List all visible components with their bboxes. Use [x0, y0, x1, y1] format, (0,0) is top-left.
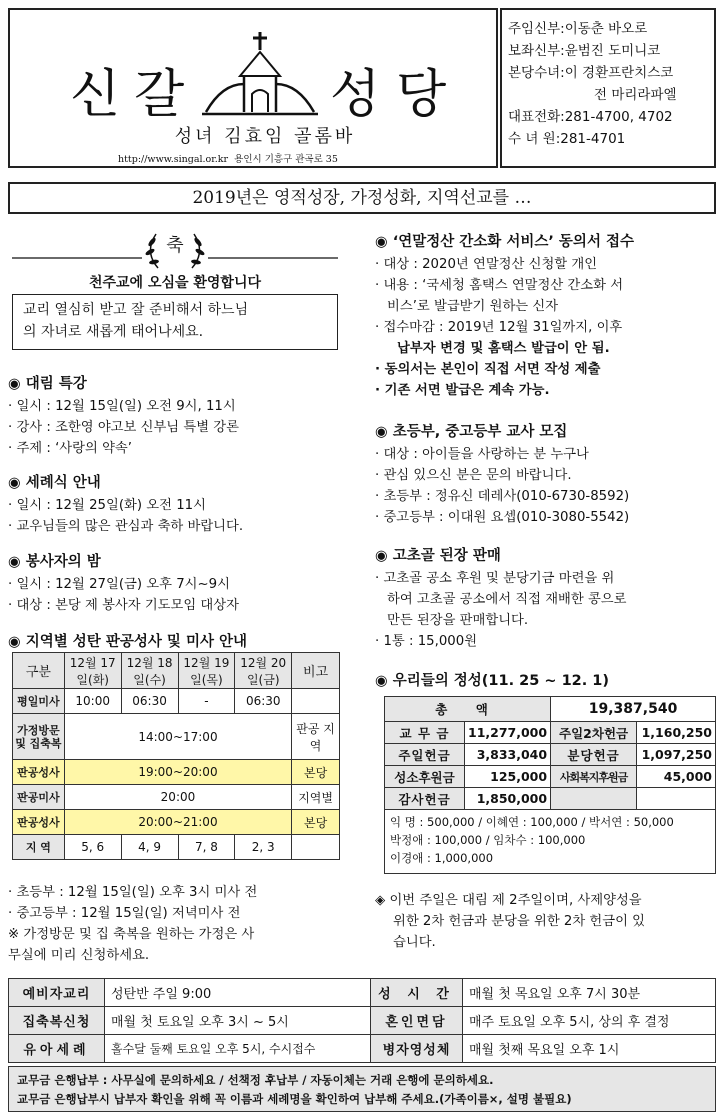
- total-label: 총 액: [385, 697, 551, 722]
- table-cell: 7, 8: [178, 835, 235, 860]
- website-url[interactable]: http://www.singal.or.kr 용인시 기흥구 관곡로 35: [118, 154, 338, 165]
- title-char: 신: [70, 65, 123, 125]
- note-line: 습니다.: [393, 935, 436, 950]
- note-line: ◈ 이번 주일은 대림 제 2주일이며, 사제양성을: [375, 893, 642, 908]
- section-title: ◉ 대림 특강: [8, 376, 87, 392]
- table-cell: [292, 689, 340, 714]
- list-item: ※ 가정방문 및 집 축복을 원하는 가정은 사: [8, 927, 255, 942]
- row-label: 판공성사: [13, 810, 65, 835]
- table-row: [13, 810, 340, 835]
- amount: 3,833,040: [465, 744, 551, 766]
- column-header: 구분: [13, 653, 65, 689]
- section-title: ◉ 고초골 된장 판매: [375, 548, 501, 564]
- table-cell: 매월 첫 목요일 오후 7시 30분: [463, 979, 716, 1007]
- welcome-heading: 천주교에 오심을 환영합니다: [88, 275, 262, 291]
- list-item: · 동의서는 본인이 직접 서면 작성 제출: [375, 362, 601, 377]
- list-item: · 내용 : ‘국세청 홈택스 연말정산 간소화 서: [375, 278, 624, 293]
- notice-line: 교무금 은행납부시 납부자 확인을 위해 꼭 이름과 세례명을 확인하여 납부해 주세요.(가족이름×, 설명 불필요): [17, 1092, 572, 1106]
- column-header: 12월 20일(금): [235, 653, 292, 689]
- staff-line: 본당수녀:이 경환프란치스코: [508, 65, 674, 81]
- list-item: · 중고등부 : 12월 15일(일) 저녁미사 전: [8, 906, 241, 921]
- table-row: [385, 788, 716, 810]
- amount: 1,850,000: [465, 788, 551, 810]
- column-header: 12월 18일(수): [121, 653, 178, 689]
- teacher-section: [375, 420, 629, 528]
- motto-banner: 2019년은 영적성장, 가정성화, 지역선교를 …: [8, 182, 716, 214]
- table-cell: 매월 첫 토요일 오후 3시 ~ 5시: [105, 1007, 371, 1035]
- parish-schedule-table: [8, 978, 716, 1063]
- row-label: 분당헌금: [551, 744, 637, 766]
- row-label: 성 시 간: [371, 979, 463, 1007]
- table-row: [13, 785, 340, 810]
- regional-notes: [8, 882, 257, 966]
- welcome-text: 의 자녀로 새롭게 태어나세요.: [23, 324, 204, 340]
- list-item: · 대상 : 본당 제 봉사자 기도모임 대상자: [8, 598, 239, 613]
- soybean-section: [375, 544, 627, 652]
- section-title: ◉ ‘연말정산 간소화 서비스’ 동의서 접수: [375, 234, 635, 250]
- column-header: 12월 17일(화): [64, 653, 121, 689]
- table-cell: 06:30: [121, 689, 178, 714]
- list-item: · 일시 : 12월 27일(금) 오후 7시~9시: [8, 577, 230, 592]
- amount: 1,097,250: [637, 744, 716, 766]
- donor-line: 이경애 : 1,000,000: [390, 851, 494, 865]
- donor-line: 박정애 : 100,000 / 임차수 : 100,000: [390, 833, 586, 847]
- table-row: [13, 835, 340, 860]
- amount: [637, 788, 716, 810]
- list-item: · 중고등부 : 이대원 요셉(010-3080-5542): [375, 510, 630, 525]
- table-row: [13, 760, 340, 785]
- list-item: · 기존 서면 발급은 계속 가능.: [375, 383, 550, 398]
- table-row: [385, 766, 716, 788]
- list-item: 하여 고초골 공소에서 직접 재배한 콩으로: [387, 592, 627, 607]
- table-row: [9, 1035, 716, 1063]
- table-cell: 4, 9: [121, 835, 178, 860]
- table-cell: 06:30: [235, 689, 292, 714]
- celebration-badge: 축: [166, 235, 184, 256]
- row-label: 사회복지후원금: [551, 766, 637, 788]
- table-row: [385, 810, 716, 874]
- address: 용인시 기흥구 관곡로 35: [234, 154, 338, 165]
- list-item: 납부자 변경 및 홈택스 발급이 안 됨.: [397, 341, 610, 356]
- amount: 45,000: [637, 766, 716, 788]
- row-label: 병자영성체: [371, 1035, 463, 1063]
- second-collection-note: [375, 890, 645, 953]
- table-row: [13, 714, 340, 760]
- note-line: 위한 2차 헌금과 분당을 위한 2차 헌금이 있: [393, 914, 646, 929]
- table-header-row: [13, 653, 340, 689]
- table-row: [9, 1007, 716, 1035]
- amount: 125,000: [465, 766, 551, 788]
- table-row: [385, 697, 716, 722]
- table-cell: 홀수달 둘째 토요일 오후 5시, 수시접수: [105, 1035, 371, 1063]
- row-label: 혼인면담: [371, 1007, 463, 1035]
- table-cell: 본당: [292, 760, 340, 785]
- list-item: · 초등부 : 정유신 데레사(010-6730-8592): [375, 489, 630, 504]
- staff-line: 주임신부:이동춘 바오로: [508, 21, 648, 37]
- section-title: ◉ 세례식 안내: [8, 475, 101, 491]
- list-item: · 1통 : 15,000원: [375, 634, 478, 649]
- table-cell: 19:00~20:00: [64, 760, 291, 785]
- section-title: ◉ 우리들의 정성(11. 25 ~ 12. 1): [375, 673, 610, 689]
- table-cell: 매월 첫째 목요일 오후 1시: [463, 1035, 716, 1063]
- row-label: 주일2차헌금: [551, 722, 637, 744]
- table-cell: 판공 지역: [292, 714, 340, 760]
- notice-line: 교무금 은행납부 : 사무실에 문의하세요 / 선책정 후납부 / 자동이체는 거래 은행에 문의하세요.: [17, 1073, 494, 1087]
- list-item: · 교우님들의 많은 관심과 축하 바랍니다.: [8, 519, 244, 534]
- list-item: · 대상 : 아이들을 사랑하는 분 누구나: [375, 447, 589, 462]
- list-item: · 관심 있으신 분은 문의 바랍니다.: [375, 468, 572, 483]
- table-row: [13, 689, 340, 714]
- list-item: · 고초골 공소 후원 및 분당기금 마련을 위: [375, 571, 615, 586]
- column-header: 비고: [292, 653, 340, 689]
- staff-line: 수 녀 원:281-4701: [508, 131, 626, 147]
- table-cell: 2, 3: [235, 835, 292, 860]
- row-label: 교 무 금: [385, 722, 465, 744]
- row-label: 주일헌금: [385, 744, 465, 766]
- donor-line: 익 명 : 500,000 / 이혜연 : 100,000 / 박서연 : 50,000: [390, 815, 674, 829]
- list-item: · 주제 : ‘사랑의 약속’: [8, 441, 132, 456]
- advent-section: [8, 372, 239, 459]
- table-cell: 지역별: [292, 785, 340, 810]
- welcome-box: [12, 294, 338, 350]
- list-item: · 일시 : 12월 15일(일) 오전 9시, 11시: [8, 399, 236, 414]
- table-cell: 20:00~21:00: [64, 810, 291, 835]
- masthead: [8, 8, 498, 168]
- table-cell: 본당: [292, 810, 340, 835]
- church-icon: [202, 28, 318, 118]
- amount: 11,277,000: [465, 722, 551, 744]
- offering-table: [384, 696, 716, 874]
- staff-line: 대표전화:281-4700, 4702: [508, 109, 673, 125]
- section-title: ◉ 초등부, 중고등부 교사 모집: [375, 424, 568, 440]
- title-char: 갈: [134, 65, 187, 125]
- row-label: 성소후원금: [385, 766, 465, 788]
- staff-line: 전 마리라파엘: [594, 87, 677, 103]
- tax-section: [375, 230, 634, 401]
- table-cell: 5, 6: [64, 835, 121, 860]
- row-label: 예비자교리: [9, 979, 105, 1007]
- staff-panel: [500, 8, 716, 168]
- section-title: ◉ 지역별 성탄 판공성사 및 미사 안내: [8, 634, 248, 650]
- list-item: · 접수마감 : 2019년 12월 31일까지, 이후: [375, 320, 623, 335]
- list-item: · 강사 : 조한영 야고보 신부님 특별 강론: [8, 420, 239, 435]
- staff-line: 보좌신부:윤범진 도미니코: [508, 43, 661, 59]
- list-item: · 초등부 : 12월 15일(일) 오후 3시 미사 전: [8, 885, 258, 900]
- donor-list: [385, 810, 716, 874]
- table-row: [385, 744, 716, 766]
- payment-notice: [8, 1066, 716, 1112]
- list-item: · 대상 : 2020년 연말정산 신청할 개인: [375, 257, 598, 272]
- amount: 1,160,250: [637, 722, 716, 744]
- row-label: 유아세례: [9, 1035, 105, 1063]
- list-item: 무실에 미리 신청하세요.: [8, 948, 150, 963]
- table-row: [9, 979, 716, 1007]
- total-amount: 19,387,540: [551, 697, 716, 722]
- row-label: [551, 788, 637, 810]
- baptism-section: [8, 471, 243, 537]
- table-cell: 14:00~17:00: [64, 714, 291, 760]
- row-label: 평일미사: [13, 689, 65, 714]
- section-title: ◉ 봉사자의 밤: [8, 554, 101, 570]
- patron-saint: 성녀 김효임 골롬바: [174, 126, 356, 147]
- list-item: 만든 된장을 판매합니다.: [387, 613, 529, 628]
- title-char: 성: [330, 65, 383, 125]
- column-header: 12월 19일(목): [178, 653, 235, 689]
- welcome-text: 교리 열심히 받고 잘 준비해서 하느님: [23, 302, 249, 318]
- table-row: [385, 722, 716, 744]
- title-char: 당: [396, 65, 449, 125]
- list-item: 비스’로 발급받기 원하는 신자: [387, 299, 559, 314]
- row-label: 집축복신청: [9, 1007, 105, 1035]
- row-label: 감사헌금: [385, 788, 465, 810]
- table-cell: 매주 토요일 오후 5시, 상의 후 결정: [463, 1007, 716, 1035]
- row-label: 지 역: [13, 835, 65, 860]
- table-cell: 10:00: [64, 689, 121, 714]
- row-label: 판공성사: [13, 760, 65, 785]
- volunteer-section: [8, 550, 239, 616]
- regional-schedule-table: [12, 652, 340, 860]
- row-label: 판공미사: [13, 785, 65, 810]
- table-cell: -: [178, 689, 235, 714]
- row-label: 가정방문 및 집축복: [13, 714, 65, 760]
- list-item: · 일시 : 12월 25일(화) 오전 11시: [8, 498, 206, 513]
- table-cell: 20:00: [64, 785, 291, 810]
- table-cell: [292, 835, 340, 860]
- table-cell: 성탄반 주일 9:00: [105, 979, 371, 1007]
